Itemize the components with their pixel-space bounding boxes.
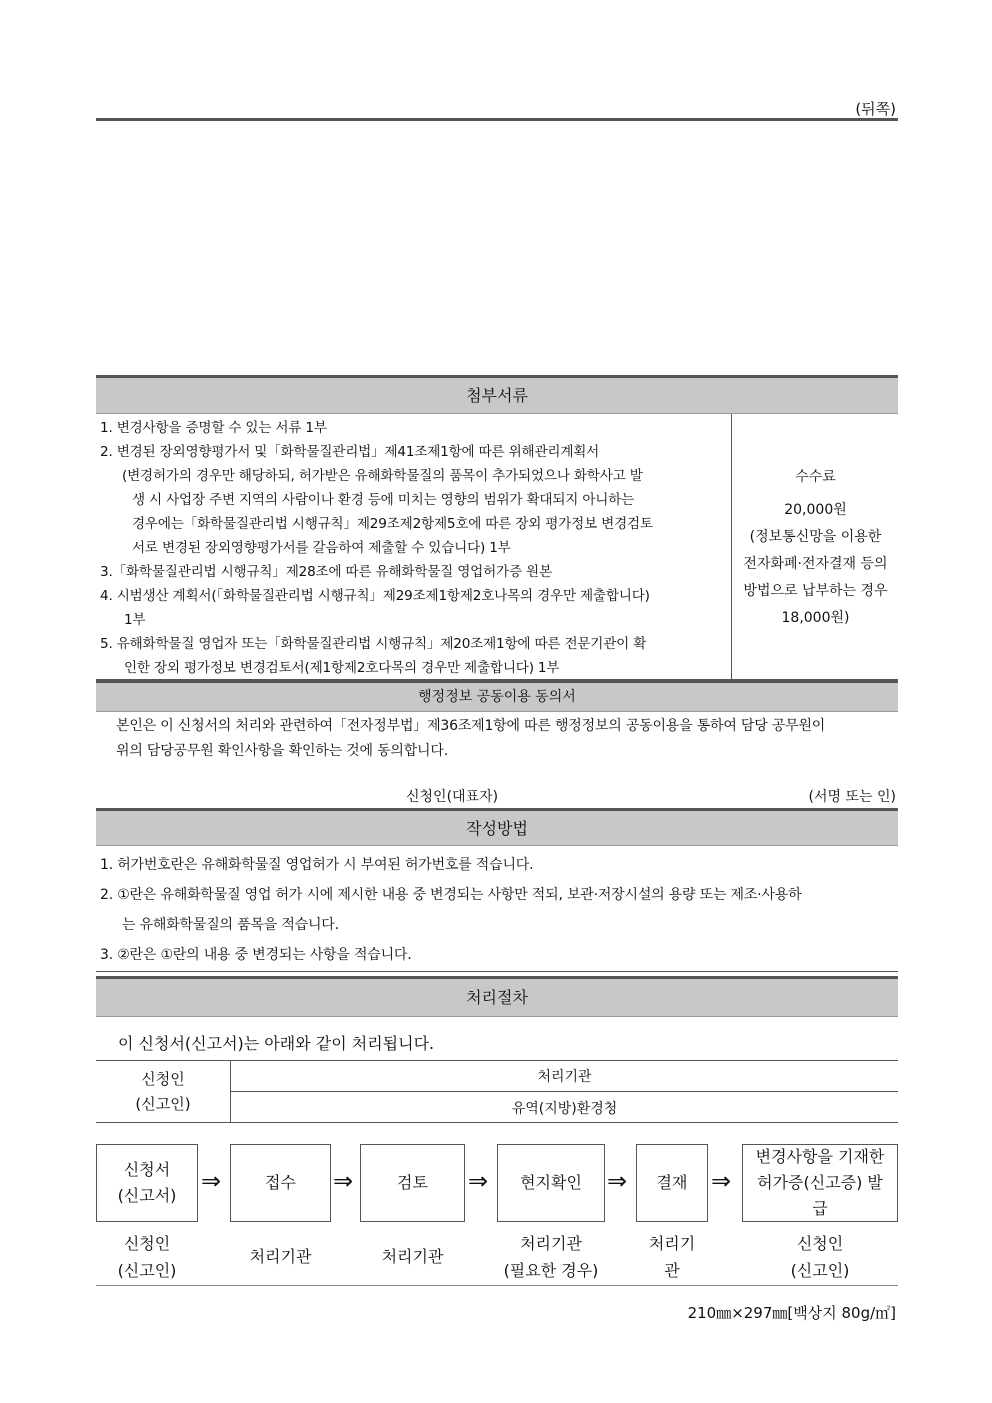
step-review: [360, 1144, 465, 1222]
step-text: 현지확인: [520, 1173, 582, 1192]
agency-table-row-divider: [231, 1091, 898, 1092]
arrow-icon: ⇒: [201, 1167, 222, 1195]
actor-line: (신고인): [790, 1261, 850, 1280]
fee-note-line: 전자화폐·전자결재 등의: [743, 556, 888, 572]
step-text: 검토: [397, 1173, 428, 1192]
step-text: 변경사항을 기재한: [755, 1147, 885, 1166]
actor-line: 관: [664, 1261, 680, 1280]
consent-signature[interactable]: (서명 또는 인): [808, 789, 896, 805]
actor-line: (신고인): [117, 1261, 177, 1280]
attachment-line: 인한 장외 평가정보 변경검토서(제1항제2호다목의 경우만 제출합니다) 1부: [124, 660, 560, 676]
actor-line: 신청인: [123, 1234, 171, 1253]
step-approval: [636, 1144, 708, 1222]
applicant-label: 신청인: [141, 1070, 185, 1088]
actor-line: (필요한 경우): [503, 1261, 599, 1280]
attachment-line: 4. 시범생산 계획서(「화학물질관리법 시행규칙」제29조제1항제2호나목의 경우만 제출합니다): [100, 588, 650, 604]
step-actor: [96, 1230, 198, 1284]
attachment-line: 5. 유해화학물질 영업자 또는「화학물질관리법 시행규칙」제20조제1항에 따른 전문기관이 확: [100, 636, 647, 652]
step-text: (신고서): [117, 1186, 177, 1205]
attachment-line: 생 시 사업장 주변 지역의 사람이나 환경 등에 미치는 영향의 범위가 확대되지 아니하는: [132, 492, 635, 508]
attachments-header: 첨부서류: [96, 375, 898, 414]
attachment-line: 1부: [124, 612, 146, 628]
procedure-intro: 이 신청서(신고서)는 아래와 같이 처리됩니다.: [118, 1034, 435, 1053]
consent-line: 위의 담당공무원 확인사항을 확인하는 것에 동의합니다.: [116, 743, 448, 759]
arrow-icon: ⇒: [468, 1167, 489, 1195]
arrow-icon: ⇒: [711, 1167, 732, 1195]
step-text: 결재: [656, 1173, 688, 1192]
fee-note-line: 방법으로 납부하는 경우: [743, 583, 888, 599]
attachment-line: 2. 변경된 장외영향평가서 및「화학물질관리법」제41조제1항에 따른 위해관리계획서: [100, 444, 600, 460]
fee-box: [733, 464, 898, 632]
consent-line: 본인은 이 신청서의 처리와 관련하여「전자정부법」제36조제1항에 따른 행정정보의 공동이용을 통하여 담당 공무원이: [116, 718, 826, 734]
step-actor: [360, 1243, 465, 1270]
fee-label: 수수료: [795, 469, 836, 485]
step-issue: [742, 1144, 898, 1222]
actor-line: 처리기관: [249, 1247, 312, 1266]
agency-header: 처리기관: [537, 1069, 592, 1085]
attachment-line: 서로 변경된 장외영향평가서를 갈음하여 제출할 수 있습니다) 1부: [132, 540, 511, 556]
writing-method-line: 2. ①란은 유해화학물질 영업 허가 시에 제시한 내용 중 변경되는 사항만 적되, 보관·저장시설의 용량 또는 제조·사용하: [100, 887, 802, 903]
consent-text: [116, 714, 898, 764]
writing-method-list: [100, 850, 898, 970]
agency-name: 유역(지방)환경청: [511, 1101, 618, 1117]
applicant-column: [96, 1067, 230, 1117]
actor-line: 처리기관: [520, 1234, 582, 1253]
consent-header: 행정정보 공동이용 동의서: [96, 680, 898, 712]
step-actor: [742, 1230, 898, 1284]
step-site-check: [497, 1144, 605, 1222]
attachments-divider: [731, 414, 732, 680]
actor-line: 처리기관: [381, 1247, 444, 1266]
step-text: 신청서: [123, 1160, 171, 1179]
fee-note-line: (정보통신망을 이용한: [749, 529, 882, 545]
actor-line: 신청인: [796, 1234, 844, 1253]
fee-note-line: 18,000원): [781, 610, 850, 626]
applicant-sub-label: (신고인): [135, 1095, 191, 1113]
arrow-icon: ⇒: [333, 1167, 354, 1195]
arrow-icon: ⇒: [607, 1167, 628, 1195]
attachment-line: 3.「화학물질관리법 시행규칙」제28조에 따른 유해화학물질 영업허가증 원본: [100, 564, 552, 580]
step-text: 급: [812, 1199, 828, 1218]
actor-line: 처리기: [648, 1234, 696, 1253]
writing-method-line: 3. ②란은 ①란의 내용 중 변경되는 사항을 적습니다.: [100, 947, 412, 963]
step-actor: [490, 1230, 612, 1284]
writing-method-line: 1. 허가번호란은 유해화학물질 영업허가 시 부여된 허가번호를 적습니다.: [100, 857, 534, 873]
step-text: 접수: [265, 1173, 296, 1192]
consent-applicant: 신청인(대표자): [406, 789, 499, 805]
bottom-rule: [96, 1285, 898, 1286]
paper-size-label: 210㎜×297㎜[백상지 80g/㎡]: [687, 1304, 896, 1322]
page-side-label: (뒤쪽): [855, 100, 896, 118]
writing-method-line: 는 유해화학물질의 품목을 적습니다.: [122, 917, 339, 933]
procedure-header: 처리절차: [96, 976, 898, 1017]
attachment-line: (변경허가의 경우만 해당하되, 허가받은 유해화학물질의 품목이 추가되었으나 화학사고 발: [122, 468, 643, 484]
attachment-line: 1. 변경사항을 증명할 수 있는 서류 1부: [100, 420, 327, 436]
attachments-list: [100, 416, 730, 680]
writing-method-header: 작성방법: [96, 808, 898, 846]
section-rule: [96, 971, 898, 972]
top-rule: [96, 118, 898, 121]
step-application: [96, 1144, 198, 1222]
fee-amount: 20,000원: [784, 502, 847, 518]
attachment-line: 경우에는「화학물질관리법 시행규칙」제29조제2항제5호에 따른 장외 평가정보 변경검토: [132, 516, 653, 532]
step-actor: [230, 1243, 331, 1270]
step-actor: [636, 1230, 708, 1284]
step-text: 허가증(신고증) 발: [757, 1173, 883, 1192]
step-receipt: [230, 1144, 331, 1222]
